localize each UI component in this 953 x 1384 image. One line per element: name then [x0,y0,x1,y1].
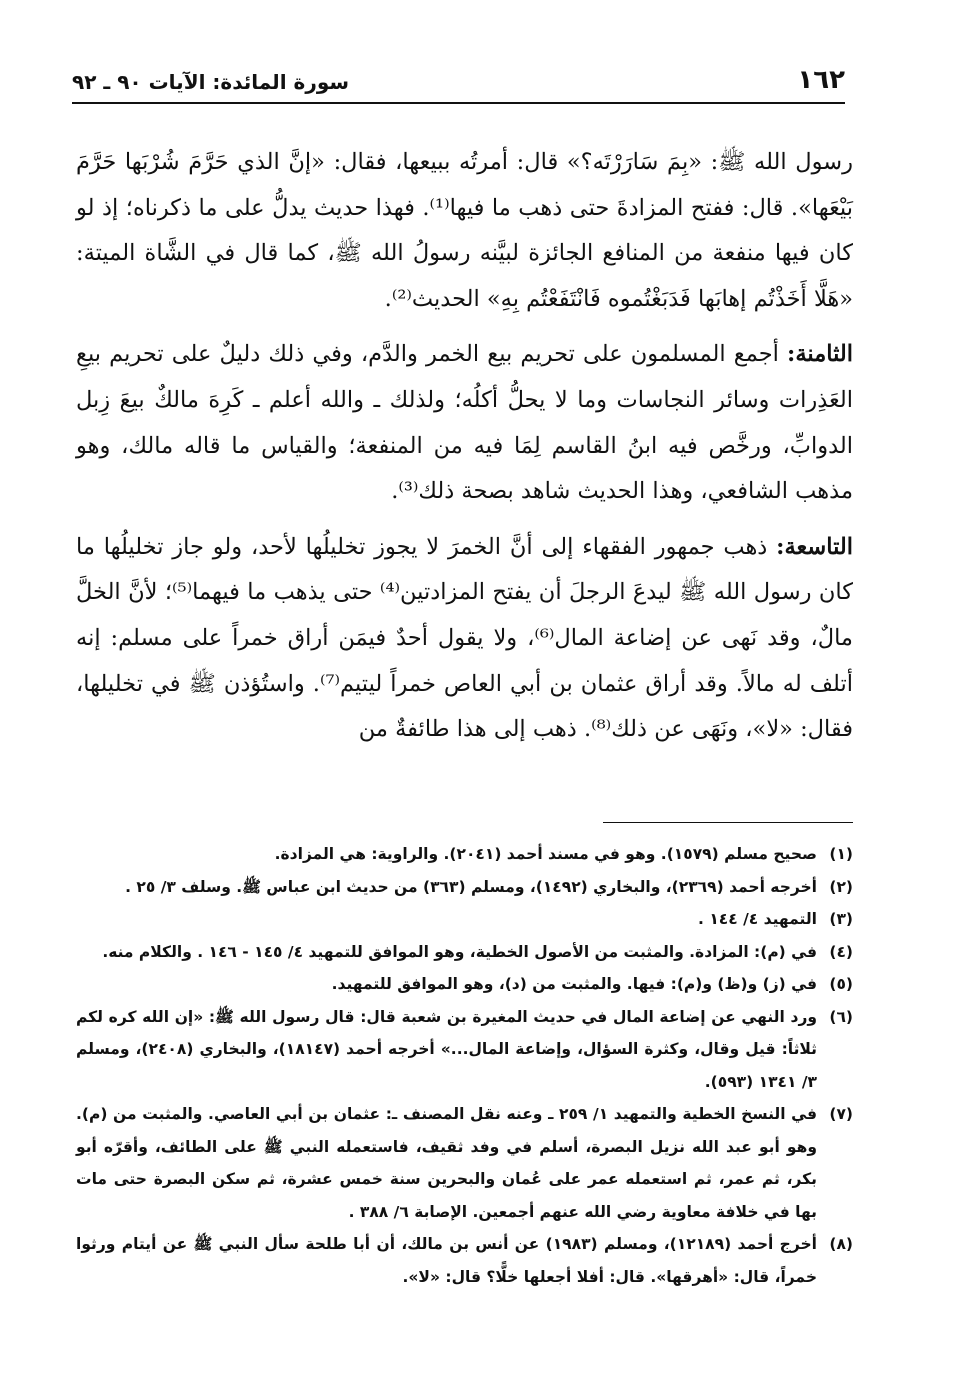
footnote [76,871,853,904]
footnote-text: التمهيد ٤/ ١٤٤ . [698,910,817,928]
footnote-number: (٤) [829,942,853,961]
paragraph-text: ذهب جمهور الفقهاء إلى أنَّ الخمرَ لا يجوز تخليلُها لأحد، ولو جاز تخليلُها ما كان رسول الله ﷺ ليدعَ الرجلَ أن يفتح المزادتين⁽⁴⁾ حتى يذهب ما فيهما⁽⁵⁾؛ لأنَّ الخلَّ مالٌ، وقد نَهى عن إضاعة المال⁽⁶⁾، ولا يقول أحدٌ فيمَن أراق خمراً على مسلم: إنه أتلف له مالاً. وقد أراق عثمان بن أبي العاص خمراً ليتيم⁽⁷⁾. واستُؤذن ﷺ في تخليلها، فقال: «لا»، ونَهَى عن ذلك⁽⁸⁾. ذهب إلى هذا طائفةٌ من [76,533,853,743]
paragraph-text: رسول الله ﷺ: «بِمَ سَارَرْتَه؟» قال: أمرتُه ببيعها، فقال: «إنَّ الذي حَرَّمَ شُرْبَها حَرَّمَ بَيْعَها». قال: ففتح المزادةَ حتى ذهب ما فيها⁽¹⁾. فهذا حديث يدلُّ على ما ذكرناه؛ إذ لو كان فيها منفعة من المنافع الجائزة لبيَّنه رسولُ الله ﷺ، كما قال في الشَّاة الميتة: «هَلَّا أَخَذْتُم إهابَها فَدَبَغْتُموه فَانْتَفَعْتُم بِهِ» الحديث⁽²⁾. [76,149,853,312]
footnote-text: في (م): المزادة. والمثبت من الأصول الخطية، وهو الموافق للتمهيد ٤/ ١٤٥ - ١٤٦ . والكلام منه. [102,942,817,961]
footnote [76,903,853,936]
footnote-number: (٨) [829,1235,853,1253]
footnote-number: (٧) [829,1105,853,1123]
footnote-text: في (ز) و(ظ) و(م): فيها. والمثبت من (د)، وهو الموافق للتمهيد. [331,975,817,993]
section-keyword: الثامنة: [787,341,853,368]
footnote [76,936,853,969]
footnote [76,968,853,1001]
main-text [76,140,853,763]
footnote [76,1228,853,1293]
paragraph-text: أجمع المسلمون على تحريم بيع الخمر والدَّم، وفي ذلك دليلٌ على تحريم بيعِ العَذِرات وسائر النجاسات وما لا يحلُّ أكلُه؛ ولذلك ـ والله أعلم ـ كَرِهَ مالكٌ بيعَ زِبل الدوابِّ، ورخَّص فيه ابنُ القاسم لِمَا فيه من المنفعة؛ والقياس ما قاله مالك، وهو مذهب الشافعي، وهذا الحديث شاهد بصحة ذلك⁽³⁾. [76,341,853,505]
footnote-text: أخرج أحمد (١٢١٨٩)، ومسلم (١٩٨٣) عن أنس بن مالك، أن أبا طلحة سأل النبي ﷺ عن أيتام ورثوا خمراً، قال: «أهرقها». قال: أفلا أجعلها خلًّا؟ قال: «لا». [76,1235,817,1286]
footnote-number: (٦) [829,1007,853,1026]
footnote-divider [603,822,853,823]
footnote [76,838,853,871]
footnote [76,1001,853,1099]
paragraph-eighth [76,332,853,514]
footnote [76,1098,853,1228]
footnote-text: أخرجه أحمد (٢٣٦٩)، والبخاري (١٤٩٢)، ومسلم (٣٦٣) من حديث ابن عباس ﷺ. وسلف ٣/ ٢٥ . [125,877,817,896]
footnote-number: (٥) [829,975,853,993]
section-keyword: التاسعة: [776,533,853,560]
paragraph-ninth [76,525,853,753]
running-title: سورة المائدة: الآيات ٩٠ ـ ٩٢ [72,70,350,94]
footnote-number: (١) [829,845,853,863]
page-header [72,62,845,104]
footnote-number: (٢) [829,877,853,896]
footnote-number: (٣) [829,910,853,928]
page-number: ١٦٢ [797,65,845,95]
footnote-text: صحيح مسلم (١٥٧٩). وهو في مسند أحمد (٢٠٤١). والراوية: هي المزادة. [274,845,817,863]
paragraph-continuation [76,140,853,322]
footnotes [76,838,853,1293]
footnote-text: في النسخ الخطية والتمهيد ١/ ٢٥٩ ـ وعنه نقل المصنف ـ: عثمان بن أبي العاصي. والمثبت من (م). وهو أبو عبد الله نزيل البصرة، أسلم في وفد ثقيف، فاستعمله النبي ﷺ على الطائف، وأقرّه أبو بكر، ثم عمر، ثم استعمله عمر على عُمان والبحرين سنة خمس عشرة، ثم سكن البصرة حتى مات بها في خلافة معاوية رضي الله عنهم أجمعين. الإصابة ٦/ ٣٨٨ . [76,1105,818,1221]
footnote-text: ورد النهي عن إضاعة المال في حديث المغيرة بن شعبة قال: قال رسول الله ﷺ: «إن الله كره لكم ثلاثاً: قيل وقال، وكثرة السؤال، وإضاعة المال...» أخرجه أحمد (١٨١٤٧)، والبخاري (٢٤٠٨)، ومسلم ٣/ ١٣٤١ (٥٩٣). [76,1007,817,1091]
